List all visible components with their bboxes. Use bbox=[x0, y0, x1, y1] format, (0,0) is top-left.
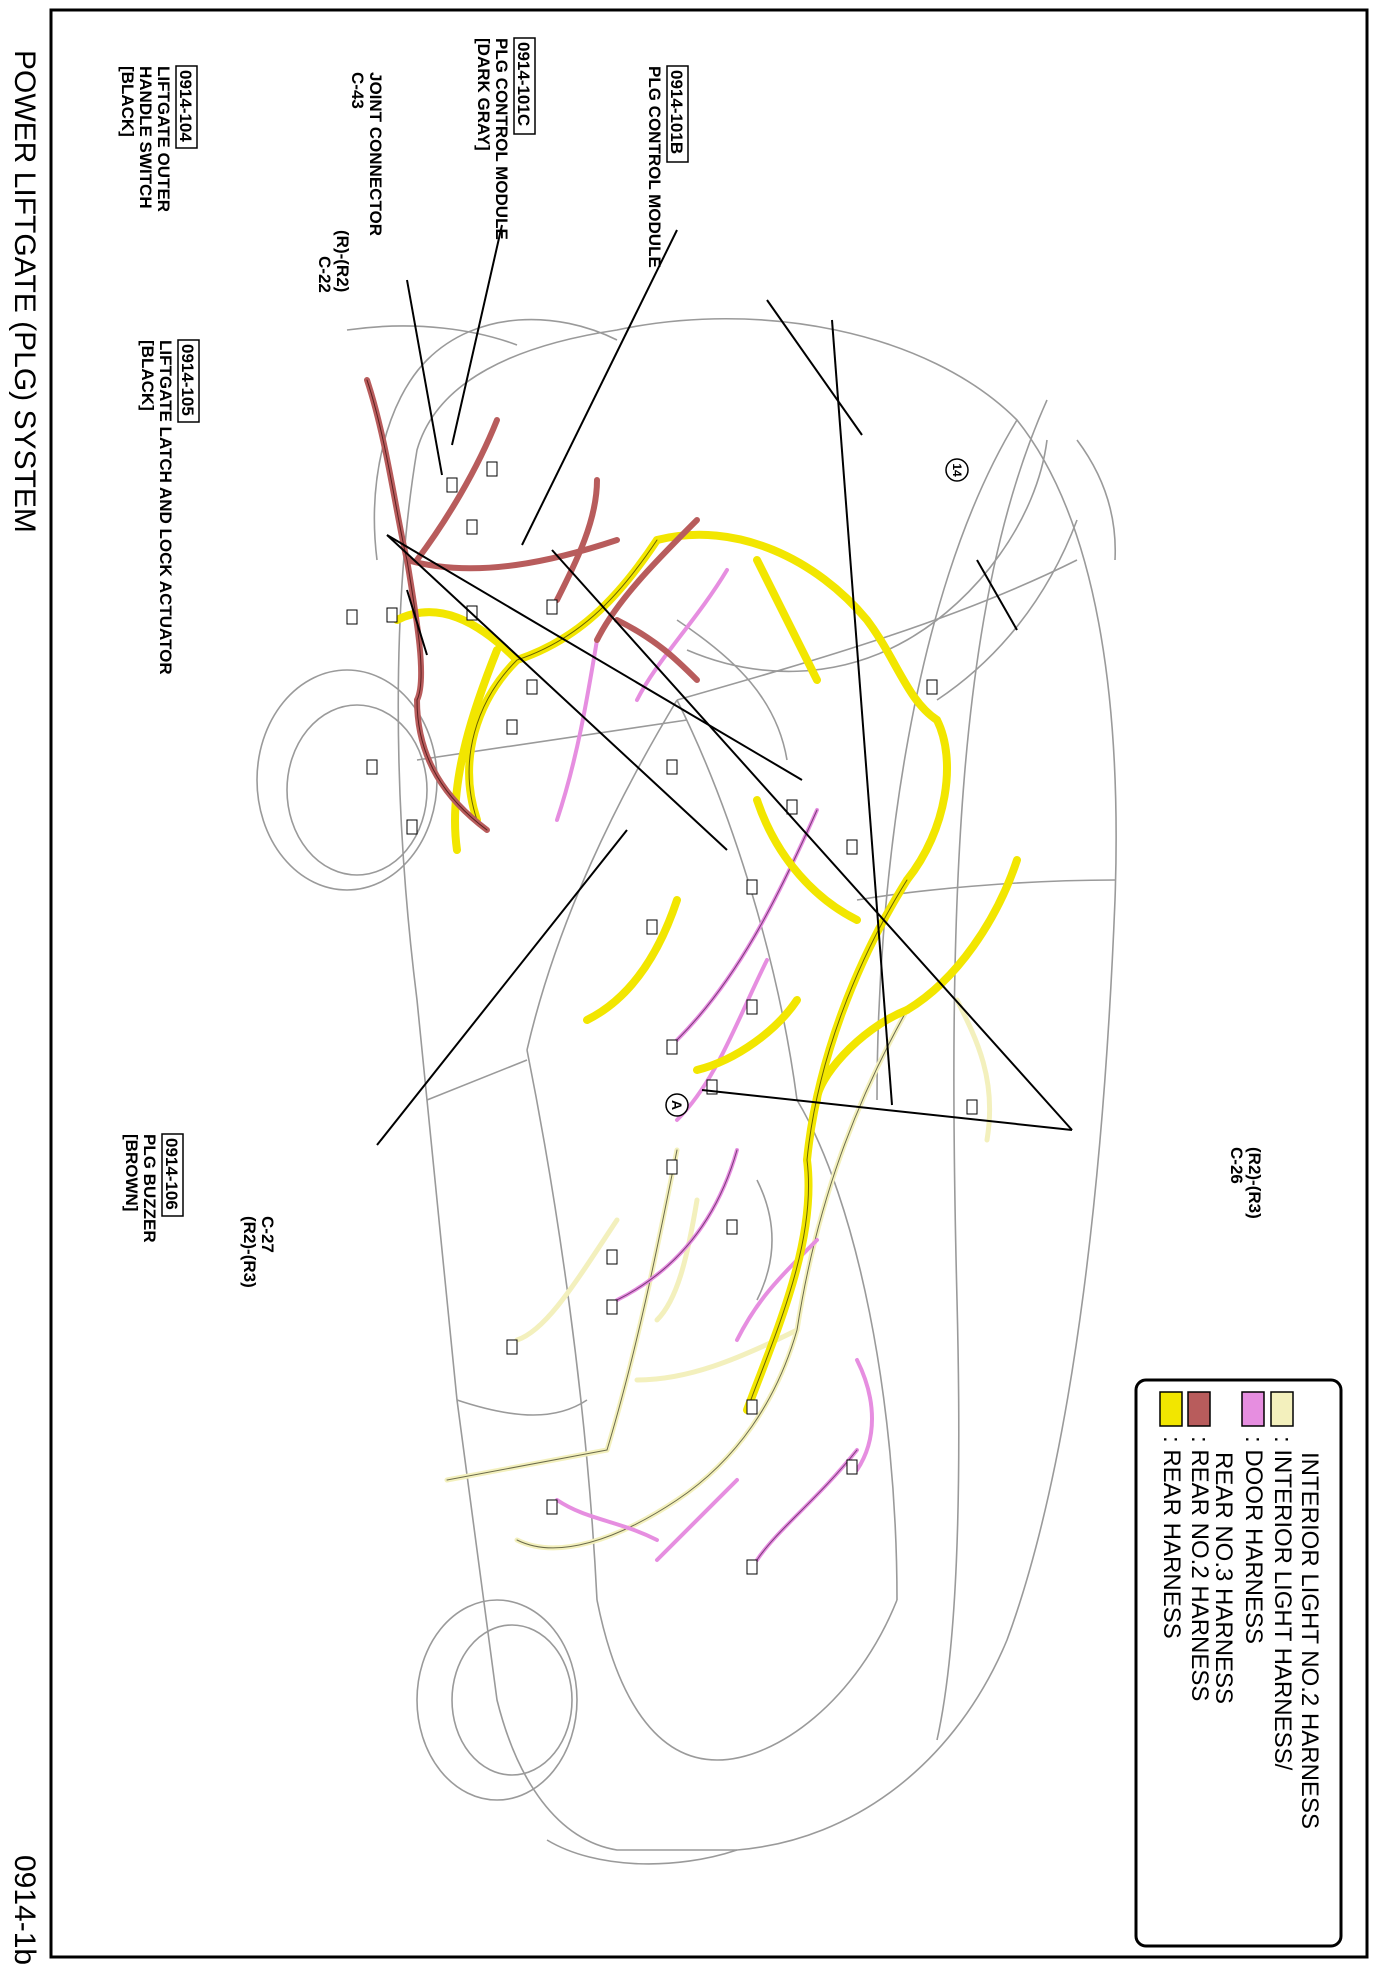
n106-description: PLG BUZZER bbox=[140, 1134, 159, 1243]
n101b-description: PLG CONTROL MODULE bbox=[645, 66, 664, 268]
n105-color: [BLACK] bbox=[138, 340, 157, 411]
c27-range: (R2)-(R3) bbox=[240, 1216, 259, 1288]
legend bbox=[1136, 1380, 1341, 1946]
n104-line2: HANDLE SWITCH bbox=[136, 66, 155, 209]
n106-code: 0914-106 bbox=[162, 1138, 181, 1210]
c22-range: (R)-(R2) bbox=[333, 230, 352, 293]
reference-14 bbox=[946, 459, 968, 481]
n105-description: LIFTGATE LATCH AND LOCK ACTUATOR bbox=[156, 340, 175, 675]
reference-a-label: A bbox=[669, 1099, 685, 1111]
n101b-code: 0914-101B bbox=[667, 70, 686, 155]
c22-code: C-22 bbox=[315, 256, 334, 293]
n104-line1: LIFTGATE OUTER bbox=[154, 66, 173, 213]
legend-interior-line1: : INTERIOR LIGHT HARNESS/ bbox=[1269, 1436, 1296, 1771]
n101c-description: PLG CONTROL MODULE bbox=[492, 38, 511, 240]
reference-14-label: 14 bbox=[950, 463, 964, 477]
legend-swatch-rear bbox=[1160, 1392, 1182, 1426]
n101c-color: [DARK GRAY] bbox=[474, 38, 493, 151]
legend-rear-no3: REAR NO.3 HARNESS bbox=[1210, 1452, 1237, 1705]
c43-code: C-43 bbox=[348, 72, 367, 109]
legend-door: : DOOR HARNESS bbox=[1240, 1436, 1267, 1645]
n106-color: [BROWN] bbox=[122, 1134, 141, 1212]
legend-swatch-door bbox=[1242, 1392, 1264, 1426]
legend-rear: : REAR HARNESS bbox=[1158, 1436, 1185, 1639]
c43-description: JOINT CONNECTOR bbox=[366, 72, 385, 237]
legend-swatch-rear-no2 bbox=[1188, 1392, 1210, 1426]
rear-no2-harness-wiring bbox=[367, 380, 697, 830]
n101c-code: 0914-101C bbox=[514, 42, 533, 127]
n105-code: 0914-105 bbox=[178, 344, 197, 416]
page-title: POWER LIFTGATE (PLG) SYSTEM bbox=[8, 50, 41, 533]
c27-code: C-27 bbox=[258, 1216, 277, 1253]
legend-rear-no2: : REAR NO.2 HARNESS bbox=[1186, 1436, 1213, 1702]
n104-code: 0914-104 bbox=[176, 70, 195, 142]
reference-a bbox=[666, 1094, 688, 1116]
n104-color: [BLACK] bbox=[118, 66, 137, 137]
page-code: 0914-1b bbox=[8, 1855, 41, 1966]
c26-code: C-26 bbox=[1227, 1147, 1246, 1184]
legend-swatch-interior bbox=[1271, 1392, 1293, 1426]
legend-interior-line2: INTERIOR LIGHT NO.2 HARNESS bbox=[1296, 1452, 1323, 1829]
c26-range: (R2)-(R3) bbox=[1245, 1147, 1264, 1219]
